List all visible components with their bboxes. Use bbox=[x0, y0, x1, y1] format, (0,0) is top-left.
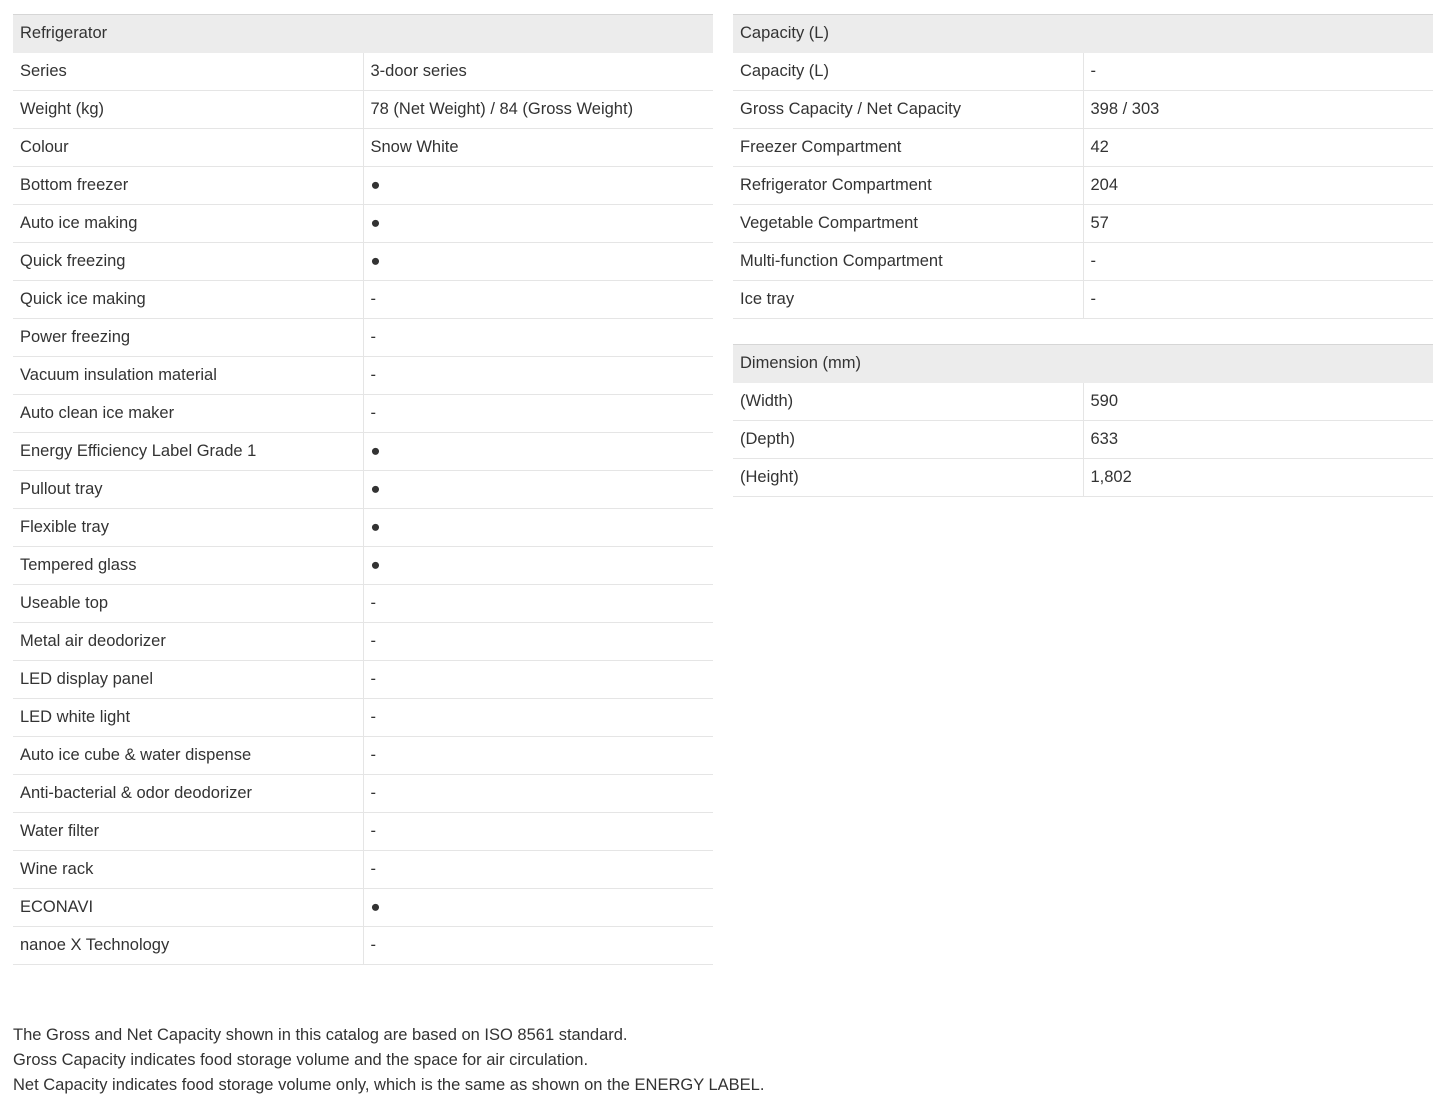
spec-row bbox=[13, 319, 713, 357]
spec-row bbox=[733, 129, 1433, 167]
spec-value: ● bbox=[363, 509, 713, 547]
spec-row bbox=[13, 927, 713, 965]
dimension-header-row bbox=[733, 345, 1433, 383]
spec-row bbox=[13, 91, 713, 129]
spec-label: LED display panel bbox=[13, 661, 363, 699]
spec-row bbox=[13, 509, 713, 547]
refrigerator-header-row bbox=[13, 15, 713, 53]
spec-value: - bbox=[363, 699, 713, 737]
spec-row bbox=[13, 775, 713, 813]
spec-value: ● bbox=[363, 205, 713, 243]
spec-label: (Height) bbox=[733, 459, 1083, 497]
note-line: The Gross and Net Capacity shown in this catalog are based on ISO 8561 standard. bbox=[13, 1026, 628, 1044]
spec-value: ● bbox=[363, 889, 713, 927]
refrigerator-section-title: Refrigerator bbox=[13, 15, 713, 53]
spec-row bbox=[13, 699, 713, 737]
spec-label: Ice tray bbox=[733, 281, 1083, 319]
spec-label: (Width) bbox=[733, 383, 1083, 421]
spec-row bbox=[13, 737, 713, 775]
spec-value: - bbox=[363, 737, 713, 775]
spec-row bbox=[13, 357, 713, 395]
spec-value: 57 bbox=[1083, 205, 1433, 243]
capacity-spec-table bbox=[733, 14, 1433, 319]
spec-value: - bbox=[363, 813, 713, 851]
spec-value: ● bbox=[363, 167, 713, 205]
spec-value: - bbox=[363, 395, 713, 433]
spec-row bbox=[733, 91, 1433, 129]
capacity-section-title: Capacity (L) bbox=[733, 15, 1433, 53]
spec-label: Tempered glass bbox=[13, 547, 363, 585]
spec-value: - bbox=[363, 281, 713, 319]
spec-value: 1,802 bbox=[1083, 459, 1433, 497]
spec-row bbox=[13, 205, 713, 243]
spec-row bbox=[733, 167, 1433, 205]
spec-label: Refrigerator Compartment bbox=[733, 167, 1083, 205]
spec-label: Auto ice making bbox=[13, 205, 363, 243]
dimension-section-title: Dimension (mm) bbox=[733, 345, 1433, 383]
spec-label: Freezer Compartment bbox=[733, 129, 1083, 167]
spec-row bbox=[13, 433, 713, 471]
spec-label: ECONAVI bbox=[13, 889, 363, 927]
spec-label: Gross Capacity / Net Capacity bbox=[733, 91, 1083, 129]
spec-label: Capacity (L) bbox=[733, 53, 1083, 91]
spec-row bbox=[13, 585, 713, 623]
spec-value: 633 bbox=[1083, 421, 1433, 459]
spec-label: Quick ice making bbox=[13, 281, 363, 319]
spec-row bbox=[733, 205, 1433, 243]
spec-label: Flexible tray bbox=[13, 509, 363, 547]
spec-label: Bottom freezer bbox=[13, 167, 363, 205]
note-line: Net Capacity indicates food storage volume only, which is the same as shown on the ENERGY LABEL. bbox=[13, 1076, 765, 1094]
spec-label: nanoe X Technology bbox=[13, 927, 363, 965]
spec-value: 204 bbox=[1083, 167, 1433, 205]
spec-value: - bbox=[363, 585, 713, 623]
capacity-notes bbox=[13, 1023, 764, 1098]
spec-row bbox=[733, 459, 1433, 497]
spec-row bbox=[733, 383, 1433, 421]
dimension-spec-table bbox=[733, 344, 1433, 497]
spec-value: - bbox=[1083, 53, 1433, 91]
spec-row bbox=[13, 281, 713, 319]
spec-value: ● bbox=[363, 433, 713, 471]
spec-row bbox=[13, 243, 713, 281]
spec-row bbox=[13, 813, 713, 851]
spec-label: Multi-function Compartment bbox=[733, 243, 1083, 281]
spec-row bbox=[13, 623, 713, 661]
spec-row bbox=[13, 547, 713, 585]
spec-value: ● bbox=[363, 243, 713, 281]
spec-label: Energy Efficiency Label Grade 1 bbox=[13, 433, 363, 471]
spec-value: - bbox=[363, 319, 713, 357]
spec-row bbox=[13, 395, 713, 433]
spec-label: Anti-bacterial & odor deodorizer bbox=[13, 775, 363, 813]
capacity-header-row bbox=[733, 15, 1433, 53]
spec-row bbox=[13, 53, 713, 91]
spec-label: Series bbox=[13, 53, 363, 91]
spec-value: 42 bbox=[1083, 129, 1433, 167]
spec-row bbox=[13, 661, 713, 699]
spec-label: Vacuum insulation material bbox=[13, 357, 363, 395]
spec-value: - bbox=[1083, 243, 1433, 281]
spec-row bbox=[13, 471, 713, 509]
spec-value: ● bbox=[363, 471, 713, 509]
spec-value: - bbox=[1083, 281, 1433, 319]
spec-label: Vegetable Compartment bbox=[733, 205, 1083, 243]
spec-value: 3-door series bbox=[363, 53, 713, 91]
spec-label: Power freezing bbox=[13, 319, 363, 357]
spec-value: ● bbox=[363, 547, 713, 585]
spec-value: Snow White bbox=[363, 129, 713, 167]
spec-label: Water filter bbox=[13, 813, 363, 851]
spec-value: 398 / 303 bbox=[1083, 91, 1433, 129]
refrigerator-spec-table bbox=[13, 14, 713, 965]
spec-row bbox=[13, 851, 713, 889]
spec-value: - bbox=[363, 851, 713, 889]
spec-value: - bbox=[363, 357, 713, 395]
spec-label: Wine rack bbox=[13, 851, 363, 889]
spec-row bbox=[733, 281, 1433, 319]
spec-value: 78 (Net Weight) / 84 (Gross Weight) bbox=[363, 91, 713, 129]
spec-value: - bbox=[363, 661, 713, 699]
spec-row bbox=[733, 53, 1433, 91]
spec-row bbox=[13, 889, 713, 927]
spec-label: Pullout tray bbox=[13, 471, 363, 509]
refrigerator-spec-body bbox=[13, 15, 713, 965]
spec-label: LED white light bbox=[13, 699, 363, 737]
spec-value: - bbox=[363, 927, 713, 965]
spec-row bbox=[13, 167, 713, 205]
spec-label: Auto clean ice maker bbox=[13, 395, 363, 433]
spec-value: - bbox=[363, 775, 713, 813]
note-line: Gross Capacity indicates food storage volume and the space for air circulation. bbox=[13, 1051, 589, 1069]
capacity-spec-body bbox=[733, 15, 1433, 319]
spec-value: - bbox=[363, 623, 713, 661]
spec-label: Weight (kg) bbox=[13, 91, 363, 129]
spec-label: Quick freezing bbox=[13, 243, 363, 281]
spec-row bbox=[733, 421, 1433, 459]
spec-label: Metal air deodorizer bbox=[13, 623, 363, 661]
spec-label: Auto ice cube & water dispense bbox=[13, 737, 363, 775]
spec-label: Useable top bbox=[13, 585, 363, 623]
dimension-spec-body bbox=[733, 345, 1433, 497]
spec-label: Colour bbox=[13, 129, 363, 167]
spec-value: 590 bbox=[1083, 383, 1433, 421]
spec-row bbox=[733, 243, 1433, 281]
spec-row bbox=[13, 129, 713, 167]
spec-label: (Depth) bbox=[733, 421, 1083, 459]
